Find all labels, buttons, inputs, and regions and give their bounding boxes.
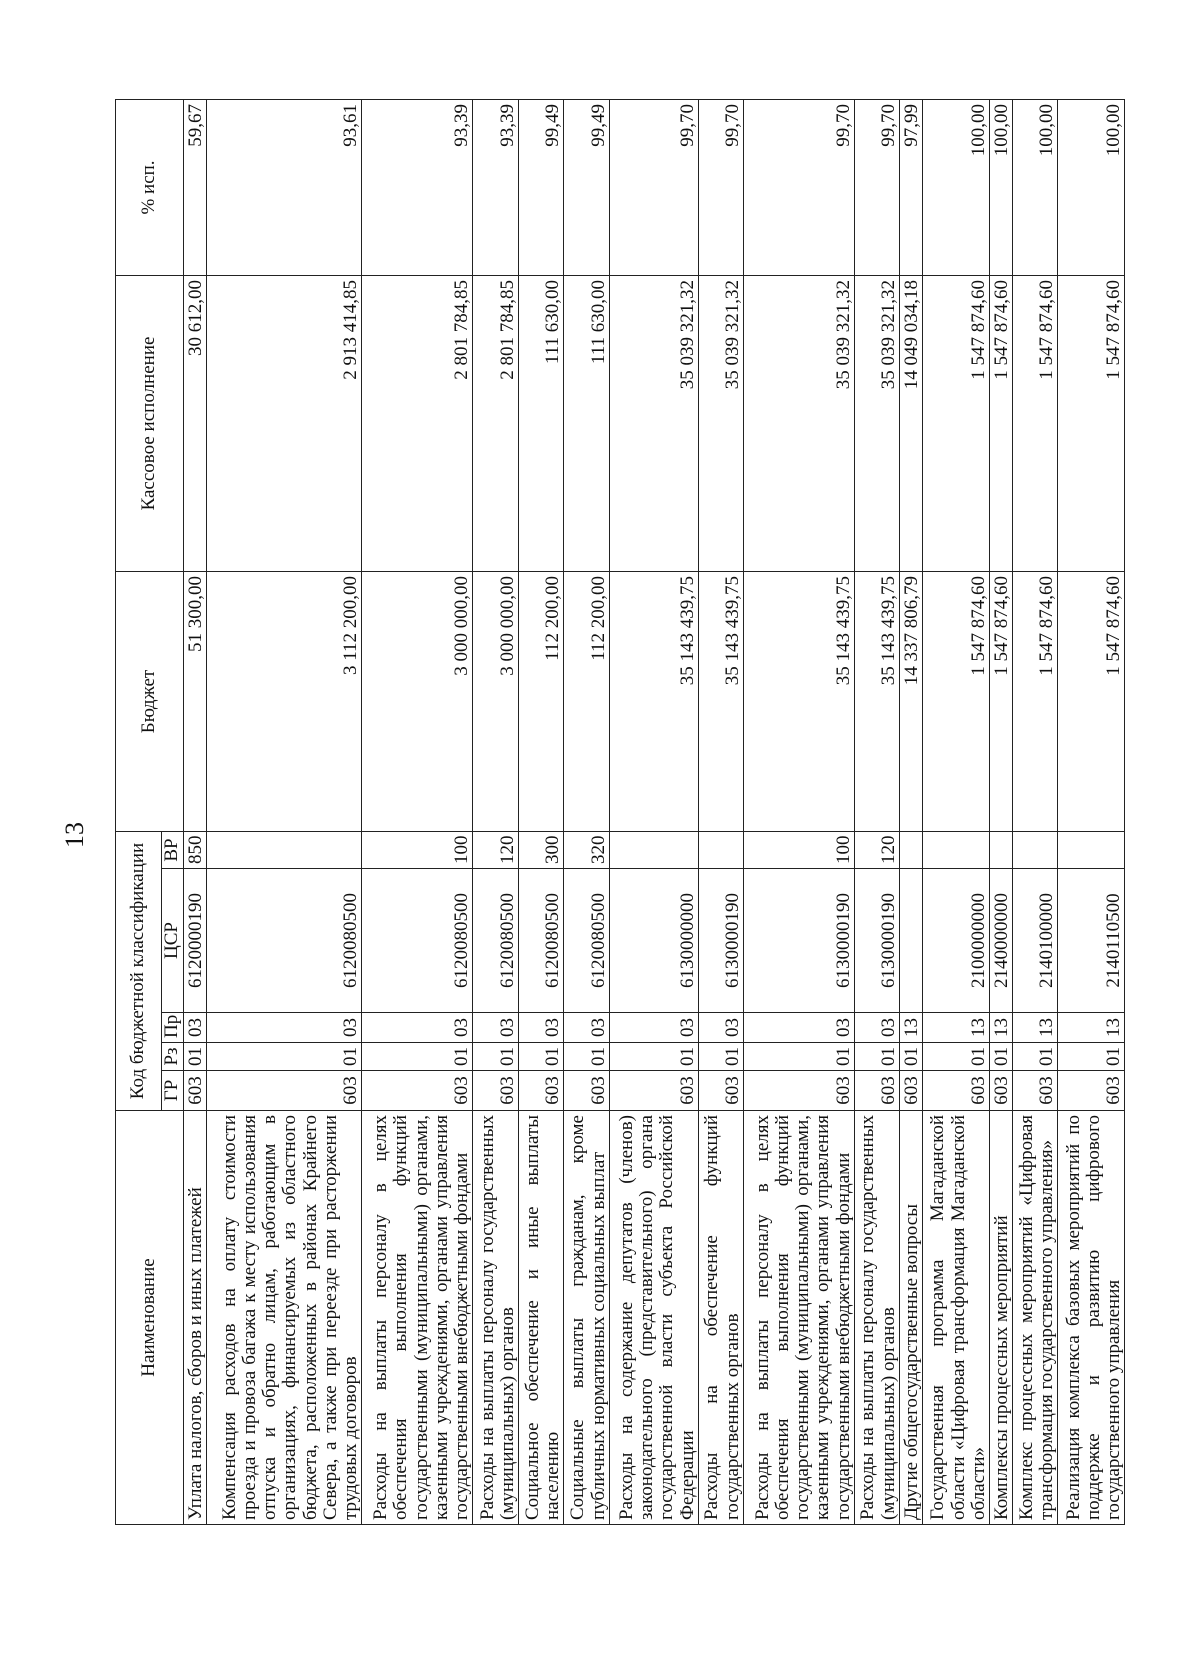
row-pr: 03 <box>184 1013 207 1043</box>
row-execution: 111 630,00 <box>518 275 563 571</box>
row-gr: 603 <box>563 1071 609 1111</box>
header-name: Наименование <box>116 1111 184 1525</box>
row-rz: 01 <box>989 1043 1012 1071</box>
row-rz: 01 <box>922 1043 989 1071</box>
rotated-page <box>115 100 1125 1525</box>
row-name: Другие общегосударственные вопросы <box>899 1111 922 1525</box>
table-row <box>854 99 899 1524</box>
row-vr <box>1012 831 1057 868</box>
row-rz: 01 <box>518 1043 563 1071</box>
row-budget: 35 143 439,75 <box>698 571 743 831</box>
row-percent: 100,00 <box>1012 99 1057 275</box>
row-csr: 2140000000 <box>989 869 1012 1013</box>
row-percent: 99,70 <box>743 99 854 275</box>
table-row <box>698 99 743 1524</box>
row-vr: 120 <box>854 831 899 868</box>
table-row <box>472 99 518 1524</box>
row-budget: 112 200,00 <box>518 571 563 831</box>
row-execution: 2 801 784,85 <box>472 275 518 571</box>
row-percent: 99,70 <box>854 99 899 275</box>
row-percent: 93,39 <box>472 99 518 275</box>
row-gr: 603 <box>922 1071 989 1111</box>
row-gr: 603 <box>207 1071 362 1111</box>
row-name: Расходы на выплаты персоналу в целях обеспечения выполнения функций государственными (муниципальными) органами, казенными учреждениями, органами управления государственными внебюджетными фондами <box>743 1111 854 1525</box>
row-percent: 93,61 <box>207 99 362 275</box>
row-budget: 1 547 874,60 <box>1012 571 1057 831</box>
row-gr: 603 <box>609 1071 698 1111</box>
row-csr: 6120000190 <box>184 869 207 1013</box>
row-vr: 100 <box>361 831 472 868</box>
row-gr: 603 <box>1057 1071 1124 1111</box>
row-execution: 30 612,00 <box>184 275 207 571</box>
row-gr: 603 <box>1012 1071 1057 1111</box>
row-csr: 6120080500 <box>563 869 609 1013</box>
row-name: Расходы на выплаты персоналу государственных (муниципальных) органов <box>854 1111 899 1525</box>
row-csr: 6120080500 <box>207 869 362 1013</box>
row-pr: 03 <box>698 1013 743 1043</box>
row-csr <box>899 869 922 1013</box>
table-row <box>609 99 698 1524</box>
row-pr: 13 <box>989 1013 1012 1043</box>
row-name: Компенсация расходов на оплату стоимости проезда и провоза багажа к месту использования отпуска и обратно лицам, работающим в организациях, финансируемых из областного бюджета, расположенных в районах Крайнего Севера, а также при переезде при расторжении трудовых договоров <box>207 1111 362 1525</box>
header-gr: ГР <box>162 1071 184 1111</box>
row-budget: 3 000 000,00 <box>472 571 518 831</box>
row-rz: 01 <box>743 1043 854 1071</box>
row-vr: 100 <box>743 831 854 868</box>
row-rz: 01 <box>207 1043 362 1071</box>
row-csr: 6130000190 <box>698 869 743 1013</box>
table-row <box>922 99 989 1524</box>
row-rz: 01 <box>854 1043 899 1071</box>
row-execution: 35 039 321,32 <box>698 275 743 571</box>
header-csr: ЦСР <box>162 869 184 1013</box>
row-gr: 603 <box>361 1071 472 1111</box>
row-gr: 603 <box>743 1071 854 1111</box>
row-vr: 320 <box>563 831 609 868</box>
row-gr: 603 <box>184 1071 207 1111</box>
row-gr: 603 <box>698 1071 743 1111</box>
row-execution: 2 913 414,85 <box>207 275 362 571</box>
row-rz: 01 <box>1012 1043 1057 1071</box>
row-csr: 6120080500 <box>472 869 518 1013</box>
row-pr: 03 <box>361 1013 472 1043</box>
row-execution: 1 547 874,60 <box>1012 275 1057 571</box>
row-csr: 6130000000 <box>609 869 698 1013</box>
row-execution: 35 039 321,32 <box>609 275 698 571</box>
row-budget: 1 547 874,60 <box>922 571 989 831</box>
row-budget: 3 000 000,00 <box>361 571 472 831</box>
header-budget: Бюджет <box>116 571 184 831</box>
row-csr: 2140110500 <box>1057 869 1124 1013</box>
table-row <box>361 99 472 1524</box>
row-percent: 100,00 <box>922 99 989 275</box>
row-pr: 03 <box>207 1013 362 1043</box>
row-pr: 03 <box>563 1013 609 1043</box>
row-vr <box>609 831 698 868</box>
header-execution: Кассовое исполнение <box>116 275 184 571</box>
row-execution: 2 801 784,85 <box>361 275 472 571</box>
row-budget: 1 547 874,60 <box>1057 571 1124 831</box>
row-budget: 112 200,00 <box>563 571 609 831</box>
row-rz: 01 <box>184 1043 207 1071</box>
row-name: Социальные выплаты гражданам, кроме публичных нормативных социальных выплат <box>563 1111 609 1525</box>
row-gr: 603 <box>518 1071 563 1111</box>
row-budget: 35 143 439,75 <box>609 571 698 831</box>
row-gr: 603 <box>472 1071 518 1111</box>
row-vr <box>922 831 989 868</box>
row-csr: 6130000190 <box>854 869 899 1013</box>
row-gr: 603 <box>989 1071 1012 1111</box>
row-pr: 13 <box>899 1013 922 1043</box>
row-budget: 3 112 200,00 <box>207 571 362 831</box>
row-vr <box>899 831 922 868</box>
row-rz: 01 <box>698 1043 743 1071</box>
row-execution: 14 049 034,18 <box>899 275 922 571</box>
row-vr <box>698 831 743 868</box>
row-name: Социальное обеспечение и иные выплаты населению <box>518 1111 563 1525</box>
row-vr: 850 <box>184 831 207 868</box>
header-percent: % исп. <box>116 99 184 275</box>
row-execution: 35 039 321,32 <box>743 275 854 571</box>
row-name: Уплата налогов, сборов и иных платежей <box>184 1111 207 1525</box>
row-rz: 01 <box>899 1043 922 1071</box>
row-execution: 1 547 874,60 <box>1057 275 1124 571</box>
row-name: Расходы на выплаты персоналу государственных (муниципальных) органов <box>472 1111 518 1525</box>
row-execution: 35 039 321,32 <box>854 275 899 571</box>
row-rz: 01 <box>361 1043 472 1071</box>
row-execution: 1 547 874,60 <box>922 275 989 571</box>
row-pr: 03 <box>518 1013 563 1043</box>
row-pr: 03 <box>472 1013 518 1043</box>
row-percent: 93,39 <box>361 99 472 275</box>
row-vr <box>989 831 1012 868</box>
header-rz: Рз <box>162 1043 184 1071</box>
page-number: 13 <box>60 822 89 848</box>
row-budget: 14 337 806,79 <box>899 571 922 831</box>
row-percent: 100,00 <box>1057 99 1124 275</box>
row-percent: 99,49 <box>563 99 609 275</box>
table-row <box>743 99 854 1524</box>
row-budget: 51 300,00 <box>184 571 207 831</box>
header-pr: Пр <box>162 1013 184 1043</box>
header-code-group: Код бюджетной классификации <box>116 831 162 1110</box>
row-percent: 99,49 <box>518 99 563 275</box>
row-percent: 99,70 <box>698 99 743 275</box>
row-execution: 1 547 874,60 <box>989 275 1012 571</box>
header-vr: ВР <box>162 831 184 868</box>
row-pr: 13 <box>1057 1013 1124 1043</box>
row-csr: 2140100000 <box>1012 869 1057 1013</box>
row-pr: 03 <box>743 1013 854 1043</box>
row-rz: 01 <box>472 1043 518 1071</box>
row-pr: 13 <box>1012 1013 1057 1043</box>
table-row <box>518 99 563 1524</box>
row-percent: 100,00 <box>989 99 1012 275</box>
table-row <box>563 99 609 1524</box>
row-name: Реализация комплекса базовых мероприятий по поддержке и развитию цифрового государственного управления <box>1057 1111 1124 1525</box>
row-vr <box>1057 831 1124 868</box>
row-budget: 35 143 439,75 <box>743 571 854 831</box>
table-row <box>1012 99 1057 1524</box>
row-vr: 120 <box>472 831 518 868</box>
row-percent: 99,70 <box>609 99 698 275</box>
table-row <box>989 99 1012 1524</box>
row-gr: 603 <box>899 1071 922 1111</box>
row-rz: 01 <box>1057 1043 1124 1071</box>
budget-table <box>115 99 1125 1525</box>
row-vr: 300 <box>518 831 563 868</box>
row-budget: 35 143 439,75 <box>854 571 899 831</box>
row-name: Комплекс процессных мероприятий «Цифровая трансформация государственного управления» <box>1012 1111 1057 1525</box>
row-pr: 13 <box>922 1013 989 1043</box>
row-name: Расходы на выплаты персоналу в целях обеспечения выполнения функций государственными (муниципальными) органами, казенными учреждениями, органами управления государственными внебюджетными фондами <box>361 1111 472 1525</box>
row-csr: 2100000000 <box>922 869 989 1013</box>
row-pr: 03 <box>854 1013 899 1043</box>
row-pr: 03 <box>609 1013 698 1043</box>
row-gr: 603 <box>854 1071 899 1111</box>
row-budget: 1 547 874,60 <box>989 571 1012 831</box>
table-row <box>207 99 362 1524</box>
row-csr: 6120080500 <box>361 869 472 1013</box>
row-csr: 6130000190 <box>743 869 854 1013</box>
row-percent: 59,67 <box>184 99 207 275</box>
row-rz: 01 <box>609 1043 698 1071</box>
table-row <box>899 99 922 1524</box>
row-vr <box>207 831 362 868</box>
row-name: Комплексы процессных мероприятий <box>989 1111 1012 1525</box>
row-name: Расходы на обеспечение функций государственных органов <box>698 1111 743 1525</box>
row-execution: 111 630,00 <box>563 275 609 571</box>
row-name: Расходы на содержание депутатов (членов) законодательного (представительного) органа государственной власти субъекта Российской Федерации <box>609 1111 698 1525</box>
row-csr: 6120080500 <box>518 869 563 1013</box>
table-row <box>1057 99 1124 1524</box>
table-row <box>184 99 207 1524</box>
row-name: Государственная программа Магаданской области «Цифровая трансформация Магаданской области» <box>922 1111 989 1525</box>
row-percent: 97,99 <box>899 99 922 275</box>
row-rz: 01 <box>563 1043 609 1071</box>
